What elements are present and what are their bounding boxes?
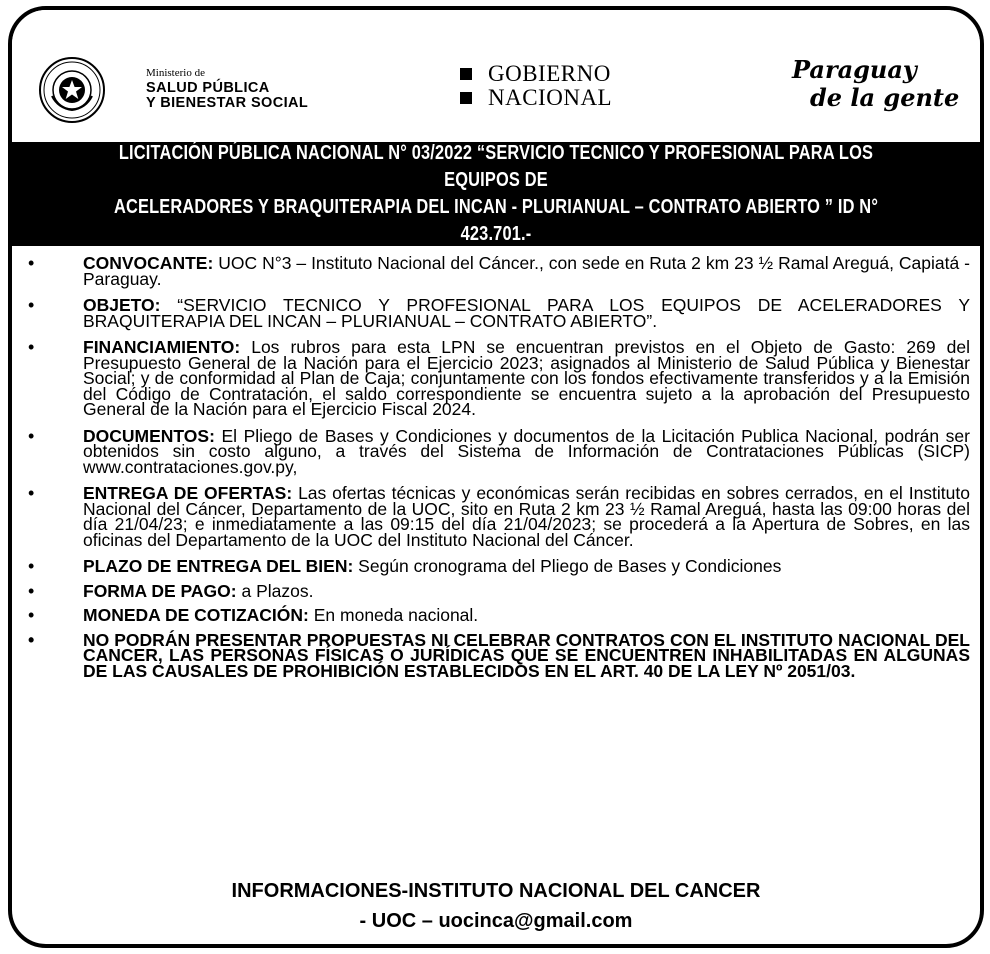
list-item-prohibicion	[12, 629, 980, 681]
item-text: UOC N°3 – Instituto Nacional del Cáncer., con sede en Ruta 2 km 23 ½ Ramal Areguá, Capiatá - Paraguay.	[83, 253, 970, 289]
national-seal-icon	[38, 56, 106, 124]
ministry-small-text: Ministerio de	[146, 67, 205, 79]
banner-title-line-2: ACELERADORES Y BRAQUITERAPIA DEL INCAN - PLURIANUAL – CONTRATO ABIERTO ” ID N° 423.701.-	[113, 196, 879, 245]
item-label: FINANCIAMIENTO:	[83, 337, 241, 357]
item-text: El Pliego de Bases y Condiciones y documentos de la Licitación Publica Nacional, podrán ser obtenidos sin costo alguno, a través del Sistema de Información de Contrataciones Públicas (SICP) www.contrataciones.gov.py,	[83, 425, 970, 477]
bullet: •	[28, 629, 35, 650]
ministry-line-1: SALUD PÚBLICA	[146, 80, 270, 96]
bullet: •	[28, 605, 35, 625]
bullet: •	[28, 483, 35, 503]
gobierno-nacional-logo	[460, 62, 612, 110]
header	[12, 10, 980, 142]
list-item-entrega-ofertas	[12, 483, 980, 550]
bullet: •	[28, 253, 35, 273]
square-icon	[460, 92, 472, 104]
item-text: Las ofertas técnicas y económicas serán recibidas en sobres cerrados, en el Instituto Nacional del Cáncer, Departamento de la UOC, sito en Ruta 2 km 23 ½ Ramal Areguá, hasta las 09:00 horas del día 21/04/23; e inmediatamente a las 09:15 del día 21/04/2023; se procederá a la Apertura de Sobres, en las oficinas del Departamento de la UOC del Instituto Nacional del Cáncer.	[83, 483, 970, 550]
item-label: NO PODRÁN PRESENTAR PROPUESTAS NI CELEBRAR CONTRATOS CON EL INSTITUTO NACIONAL DEL CANCER, LAS PERSONAS FÍSICAS O JURÍDICAS QUE SE ENCUENTREN INHABILITADAS EN ALGUNAS DE LAS CAUSALES DE PROHIBICIÓN ESTABLECIDOS EN EL ART. 40 DE LA LEY Nº 2051/03.	[83, 629, 970, 681]
item-label: OBJETO:	[83, 295, 161, 315]
list-item-objeto	[12, 295, 980, 331]
bullet: •	[28, 556, 35, 576]
slogan-line-2: de la gente	[810, 83, 960, 112]
list-item-financiamiento	[12, 337, 980, 419]
item-label: CONVOCANTE:	[83, 253, 214, 273]
item-label: MONEDA DE COTIZACIÓN:	[83, 605, 309, 625]
item-label: FORMA DE PAGO:	[83, 580, 237, 601]
bullet: •	[28, 580, 35, 601]
footer-line-2: - UOC – uocinca@gmail.com	[359, 910, 633, 932]
banner-title-line-1: LICITACIÓN PÚBLICA NACIONAL N° 03/2022 “SERVICIO TECNICO Y PROFESIONAL PARA LOS EQUIPOS DE	[118, 142, 874, 191]
slogan-logo	[792, 56, 959, 112]
banner-title	[99, 140, 893, 248]
list-item-moneda	[12, 605, 980, 625]
bullet: •	[28, 337, 35, 357]
item-text: “SERVICIO TECNICO Y PROFESIONAL PARA LOS EQUIPOS DE ACELERADORES Y BRAQUITERAPIA DEL INCAN – PLURIANUAL – CONTRATO ABIERTO”.	[83, 295, 970, 331]
notice-frame	[8, 6, 984, 948]
slogan-line-1: Paraguay	[792, 55, 917, 84]
square-icon	[460, 68, 472, 80]
list-item-documentos	[12, 425, 980, 477]
contact-footer	[12, 876, 980, 936]
item-text: En moneda nacional.	[308, 605, 479, 625]
bullet: •	[28, 295, 35, 315]
item-list	[12, 253, 980, 681]
ministry-logo	[146, 68, 308, 111]
footer-line-1: INFORMACIONES-INSTITUTO NACIONAL DEL CANCER	[231, 880, 761, 902]
item-label: DOCUMENTOS:	[83, 425, 215, 446]
gobierno-line-1: GOBIERNO	[488, 61, 611, 86]
item-label: PLAZO DE ENTREGA DEL BIEN:	[83, 556, 354, 576]
list-item-forma-pago	[12, 580, 980, 601]
item-text: Los rubros para esta LPN se encuentran previstos en el Objeto de Gasto: 269 del Presupuesto General de la Nación para el Ejercicio 2023; asignados al Ministerio de Salud Pública y Bienestar Social; y de conformidad al Plan de Caja; conjuntamente con los fondos efectivamente transferidos y a la Emisión del Código de Contratación, el saldo correspondiente se encuentra sujeto a la aprobación del Presupuesto General de la Nación para el Ejercicio Fiscal 2024.	[83, 337, 970, 419]
item-text: Según cronograma del Pliego de Bases y Condiciones	[353, 556, 782, 576]
notice-body	[12, 253, 980, 690]
gobierno-line-2: NACIONAL	[488, 85, 613, 110]
item-label: ENTREGA DE OFERTAS:	[83, 483, 293, 503]
title-banner	[12, 142, 980, 246]
item-text: a Plazos.	[236, 580, 314, 601]
bullet: •	[28, 425, 35, 446]
list-item-convocante	[12, 253, 980, 289]
list-item-plazo-entrega	[12, 556, 980, 576]
ministry-line-2: Y BIENESTAR SOCIAL	[146, 95, 309, 111]
